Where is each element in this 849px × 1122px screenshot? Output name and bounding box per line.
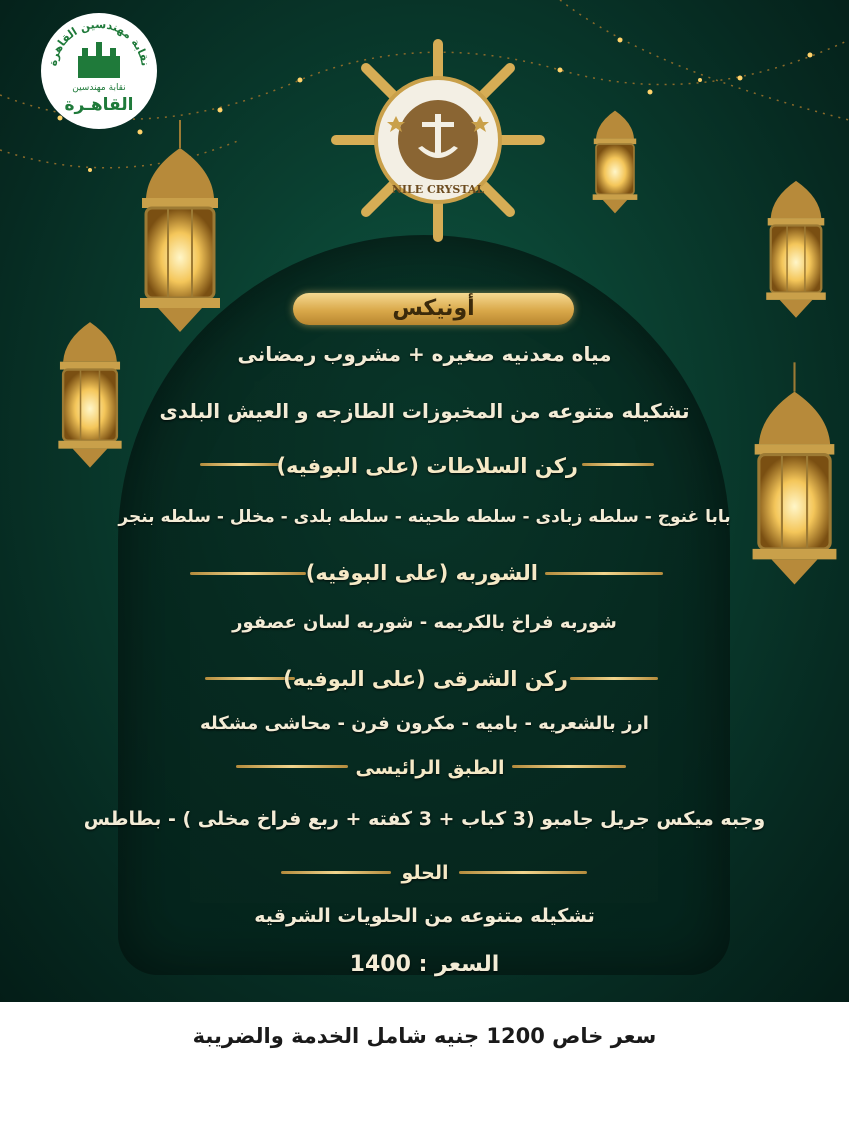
svg-text:نقابة مهندسين القاهرة: نقابة مهندسين القاهرة xyxy=(46,17,152,68)
lantern-icon xyxy=(740,340,849,610)
section-items-oriental: ارز بالشعريه - باميه - مكرون فرن - محاشى مشكله xyxy=(200,713,649,734)
section-title-salads: ركن السلاطات (على البوفيه) xyxy=(276,454,578,478)
lantern-icon xyxy=(48,300,132,470)
svg-text:القاهـرة: القاهـرة xyxy=(64,95,134,115)
svg-text:NILE CRYSTAL: NILE CRYSTAL xyxy=(391,183,485,196)
section-title-soup: الشوربه (على البوفيه) xyxy=(305,561,538,585)
divider-line xyxy=(200,463,280,466)
section-title-dessert: الحلو xyxy=(401,862,449,884)
divider-line xyxy=(281,871,391,874)
divider-line xyxy=(545,572,663,575)
section-items-salads: بابا غنوج - سلطه زبادى - سلطه طحينه - سلطه بلدى - مخلل - سلطه بنجر xyxy=(118,507,731,527)
lantern-icon xyxy=(128,120,232,335)
divider-line xyxy=(582,463,654,466)
syndicate-logo xyxy=(38,10,160,132)
section-title-main: الطبق الرائيسى xyxy=(355,757,505,779)
divider-line xyxy=(570,677,658,680)
menu-line-drinks: مياه معدنيه صغيره + مشروب رمضانى xyxy=(237,342,612,366)
divider-line xyxy=(190,572,306,575)
divider-line xyxy=(459,871,587,874)
lantern-icon xyxy=(585,95,645,215)
package-title: أونيكس xyxy=(293,293,574,325)
divider-line xyxy=(236,765,348,768)
section-items-main: وجبه ميكس جريل جامبو (3 كباب + 3 كفته + ربع فراخ مخلى ) - بطاطس xyxy=(83,808,766,830)
lantern-icon xyxy=(756,160,836,320)
divider-line xyxy=(205,677,295,680)
section-items-soup: شوربه فراخ بالكريمه - شوربه لسان عصفور xyxy=(232,612,617,633)
section-items-dessert: تشكيله متنوعه من الحلويات الشرقيه xyxy=(254,905,595,927)
special-price-note: سعر خاص 1200 جنيه شامل الخدمة والضريبة xyxy=(192,1024,657,1048)
section-title-oriental: ركن الشرقى (على البوفيه) xyxy=(283,667,568,691)
price-label: السعر : 1400 xyxy=(349,952,500,977)
divider-line xyxy=(512,765,626,768)
svg-text:نقابة مهندسين: نقابة مهندسين xyxy=(72,83,126,93)
nile-crystal-logo xyxy=(318,38,558,243)
menu-line-bakery: تشكيله متنوعه من المخبوزات الطازجه و العيش البلدى xyxy=(159,399,690,423)
